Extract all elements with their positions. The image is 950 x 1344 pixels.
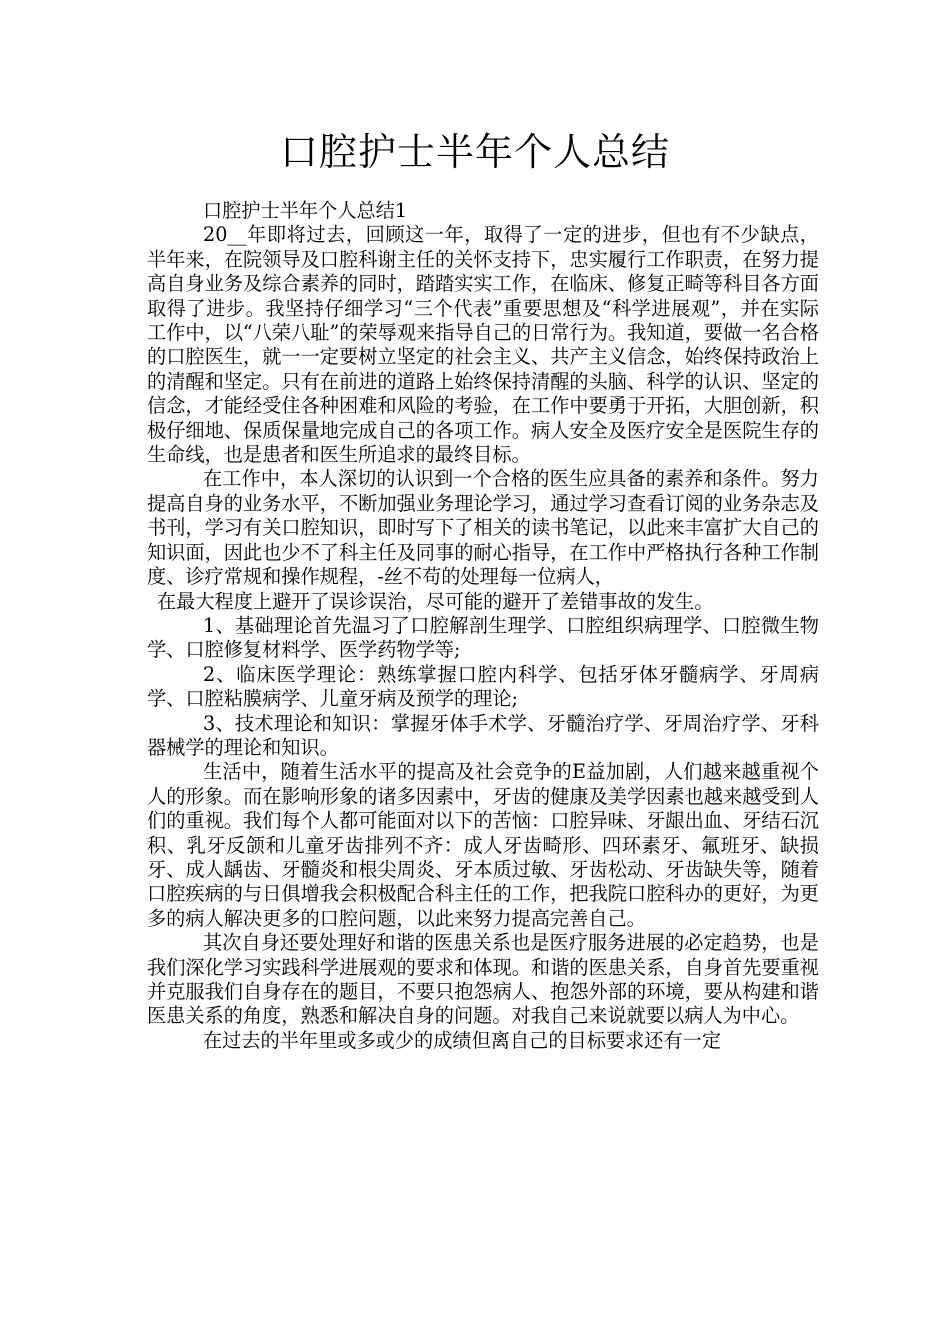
paragraph: 在最大程度上避开了误诊误治，尽可能的避开了差错事故的发生。	[157, 589, 714, 613]
paragraph: 20__年即将过去，回顾这一年，取得了一定的进步，但也有不少缺点，半年来，在院领导及口腔科谢主任的关怀支持下，忠实履行工作职责，在努力提高自身业务及综合素养的同时，踏踏实实工作，在临床、修复正畸等科目各方面取得了进步。我坚持仔细学习“三个代表”重要思想及“科学进展观”，并在实际工作中，以“八荣八耻”的荣辱观来指导自己的日常行为。我知道，要做一名合格的口腔医生，就一一定要树立坚定的社会主义、共产主义信念，始终保持政治上的清醒和坚定。只有在前进的道路上始终保持清醒的头脑、科学的认识、坚定的信念，才能经受住各种困难和风险的考验，在工作中要勇于开拓，大胆创新，积极仔细地、保质保量地完成自己的各项工作。病人安全及医疗安全是医院生存的生命线，也是患者和医生所追求的最终目标。	[147, 223, 819, 467]
list-item-paragraph: 3、技术理论和知识：掌握牙体手术学、牙髓治疗学、牙周治疗学、牙科器械学的理论和知识。	[147, 711, 819, 759]
paragraph: 在工作中，本人深切的认识到一个合格的医生应具备的素养和条件。努力提高自身的业务水平，不断加强业务理论学习，通过学习查看订阅的业务杂志及书刊，学习有关口腔知识，即时写下了相关的读书笔记，以此来丰富扩大自己的知识面，因此也少不了科主任及同事的耐心指导，在工作中严格执行各种工作制度、诊疗常规和操作规程，-丝不苟的处理每一位病人，	[147, 467, 819, 589]
document-title: 口腔护士半年个人总结	[279, 130, 670, 174]
list-item-paragraph: 2、临床医学理论：熟练掌握口腔内科学、包括牙体牙髓病学、牙周病学、口腔粘膜病学、儿童牙病及预学的理论;	[147, 662, 819, 711]
paragraph: 其次自身还要处理好和谐的医患关系也是医疗服务进展的必定趋势，也是我们深化学习实践科学进展观的要求和体现。和谐的医患关系，自身首先要重视并克服我们自身存在的题目，不要只抱怨病人、抱怨外部的环境，要从构建和谐医患关系的角度，熟悉和解决自身的问题。对我自己来说就要以病人为中心。	[147, 931, 819, 1028]
list-item-paragraph: 1、基础理论首先温习了口腔解剖生理学、口腔组织病理学、口腔微生物学、口腔修复材料学、医学药物学等;	[147, 613, 819, 662]
paragraph-subtitle: 口腔护士半年个人总结1	[203, 199, 408, 222]
document-body	[147, 199, 819, 1053]
paragraph: 生活中，随着生活水平的提高及社会竞争的E益加剧，人们越来越重视个人的形象。而在影响形象的诸多因素中，牙齿的健康及美学因素也越来越受到人们的重视。我们每个人都可能面对以下的苦恼：口腔异味、牙龈出血、牙结石沉积、乳牙反颌和儿童牙齿排列不齐：成人牙齿畸形、四环素牙、氟班牙、缺损牙、成人龋齿、牙髓炎和根尖周炎、牙本质过敏、牙齿松动、牙齿缺失等，随着口腔疾病的与日俱增我会积极配合科主任的工作，把我院口腔科办的更好，为更多的病人解决更多的口腔问题，以此来努力提高完善自己。	[147, 760, 819, 930]
paragraph: 在过去的半年里或多或少的成绩但离自己的目标要求还有一定	[203, 1028, 722, 1052]
